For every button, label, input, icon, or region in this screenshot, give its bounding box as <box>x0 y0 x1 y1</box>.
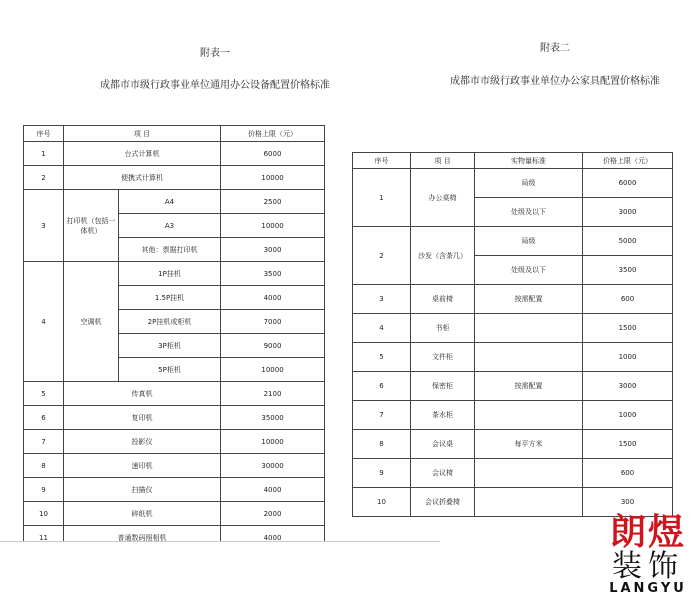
row-price: 30000 <box>221 454 325 478</box>
table-row <box>24 166 325 190</box>
appendix-1-title: 成都市市级行政事业单位通用办公设备配置价格标准 <box>100 80 330 91</box>
row-price: 4000 <box>221 478 325 502</box>
table-row <box>24 502 325 526</box>
row-no: 2 <box>353 227 411 285</box>
row-standard: 处级及以下 <box>475 256 583 285</box>
table-row <box>353 169 673 198</box>
row-price: 9000 <box>221 334 325 358</box>
row-price: 600 <box>583 285 673 314</box>
row-price: 1000 <box>583 343 673 372</box>
row-item: 会议桌 <box>411 430 475 459</box>
row-no: 5 <box>24 382 64 406</box>
row-item: 普通数码照相机 <box>64 526 221 550</box>
row-price: 1000 <box>583 401 673 430</box>
row-price: 300 <box>583 488 673 517</box>
row-subitem: 3P柜机 <box>119 334 221 358</box>
row-price: 4000 <box>221 526 325 550</box>
row-subitem: 2P挂机或柜机 <box>119 310 221 334</box>
row-item: 桌前椅 <box>411 285 475 314</box>
row-no: 4 <box>353 314 411 343</box>
row-standard: 按需配置 <box>475 372 583 401</box>
langyu-logo <box>598 512 698 600</box>
row-standard <box>475 459 583 488</box>
row-no: 9 <box>353 459 411 488</box>
table-row <box>24 454 325 478</box>
row-no: 7 <box>353 401 411 430</box>
row-price: 2100 <box>221 382 325 406</box>
table-row <box>24 142 325 166</box>
logo-subtitle-text: 装饰 <box>612 549 684 584</box>
row-price: 2500 <box>221 190 325 214</box>
table-row <box>24 406 325 430</box>
row-item: 茶水柜 <box>411 401 475 430</box>
row-subitem: 5P柜机 <box>119 358 221 382</box>
logo-latin-text: LANGYU <box>609 581 687 596</box>
appendix-2-caption: 附表二 <box>540 43 570 54</box>
table-row <box>353 227 673 256</box>
row-price: 10000 <box>221 358 325 382</box>
equipment-price-table <box>23 125 325 550</box>
row-subitem: 1.5P挂机 <box>119 286 221 310</box>
table-row <box>353 430 673 459</box>
row-no: 4 <box>24 262 64 382</box>
row-price: 4000 <box>221 286 325 310</box>
row-no: 6 <box>353 372 411 401</box>
table-header-row <box>24 126 325 142</box>
row-standard: 局级 <box>475 227 583 256</box>
row-item: 会议椅 <box>411 459 475 488</box>
appendix-2-title: 成都市市级行政事业单位办公家具配置价格标准 <box>450 76 660 87</box>
header-no: 序号 <box>353 153 411 169</box>
row-item: 复印机 <box>64 406 221 430</box>
row-standard <box>475 314 583 343</box>
row-subitem: A3 <box>119 214 221 238</box>
row-price: 3500 <box>583 256 673 285</box>
table-row <box>353 285 673 314</box>
row-item: 速印机 <box>64 454 221 478</box>
header-standard: 实物量标准 <box>475 153 583 169</box>
row-price: 600 <box>583 459 673 488</box>
row-price: 10000 <box>221 214 325 238</box>
row-item: 扫描仪 <box>64 478 221 502</box>
row-item: 文件柜 <box>411 343 475 372</box>
row-no: 10 <box>24 502 64 526</box>
row-no: 8 <box>24 454 64 478</box>
row-item: 沙发（含茶几） <box>411 227 475 285</box>
row-item: 会议折叠椅 <box>411 488 475 517</box>
appendix-1-caption: 附表一 <box>200 48 230 59</box>
row-price: 1500 <box>583 314 673 343</box>
table-row <box>353 372 673 401</box>
row-subitem: A4 <box>119 190 221 214</box>
table-row <box>24 262 325 286</box>
row-price: 35000 <box>221 406 325 430</box>
row-no: 1 <box>24 142 64 166</box>
row-item: 台式计算机 <box>64 142 221 166</box>
row-category: 打印机（包括一体机） <box>64 190 119 262</box>
table-row <box>353 314 673 343</box>
row-price: 10000 <box>221 430 325 454</box>
row-no: 1 <box>353 169 411 227</box>
table-row <box>353 343 673 372</box>
header-price: 价格上限（元） <box>221 126 325 142</box>
table-row <box>353 459 673 488</box>
header-item: 项 目 <box>411 153 475 169</box>
table-row <box>24 190 325 214</box>
row-price: 10000 <box>221 166 325 190</box>
row-no: 9 <box>24 478 64 502</box>
row-price: 5000 <box>583 227 673 256</box>
header-price: 价格上限（元） <box>583 153 673 169</box>
row-price: 6000 <box>583 169 673 198</box>
row-item: 办公桌椅 <box>411 169 475 227</box>
table-row <box>24 430 325 454</box>
header-no: 序号 <box>24 126 64 142</box>
row-price: 3500 <box>221 262 325 286</box>
row-subitem: 1P挂机 <box>119 262 221 286</box>
row-standard: 每平方米 <box>475 430 583 459</box>
row-standard <box>475 401 583 430</box>
row-no: 10 <box>353 488 411 517</box>
table-header-row <box>353 153 673 169</box>
table-row <box>353 401 673 430</box>
row-subitem: 其他：票据打印机 <box>119 238 221 262</box>
row-no: 6 <box>24 406 64 430</box>
row-item: 投影仪 <box>64 430 221 454</box>
row-price: 3000 <box>221 238 325 262</box>
logo-brand-text: 朗煜 <box>609 511 686 553</box>
table-row <box>24 382 325 406</box>
row-standard: 处级及以下 <box>475 198 583 227</box>
row-item: 传真机 <box>64 382 221 406</box>
row-item: 碎纸机 <box>64 502 221 526</box>
table-row <box>24 478 325 502</box>
row-no: 5 <box>353 343 411 372</box>
row-no: 11 <box>24 526 64 550</box>
row-standard: 局级 <box>475 169 583 198</box>
row-price: 7000 <box>221 310 325 334</box>
header-item: 项 目 <box>64 126 221 142</box>
row-no: 8 <box>353 430 411 459</box>
row-item: 书柜 <box>411 314 475 343</box>
row-no: 7 <box>24 430 64 454</box>
row-price: 6000 <box>221 142 325 166</box>
furniture-price-table <box>352 152 673 517</box>
row-standard: 按需配置 <box>475 285 583 314</box>
row-price: 3000 <box>583 372 673 401</box>
row-price: 1500 <box>583 430 673 459</box>
row-standard <box>475 343 583 372</box>
row-category: 空调机 <box>64 262 119 382</box>
row-no: 3 <box>24 190 64 262</box>
row-item: 保密柜 <box>411 372 475 401</box>
page-cutoff <box>0 541 440 601</box>
page-edge-divider <box>0 541 440 542</box>
row-price: 2000 <box>221 502 325 526</box>
row-no: 3 <box>353 285 411 314</box>
row-no: 2 <box>24 166 64 190</box>
row-item: 便携式计算机 <box>64 166 221 190</box>
row-standard <box>475 488 583 517</box>
row-price: 3000 <box>583 198 673 227</box>
